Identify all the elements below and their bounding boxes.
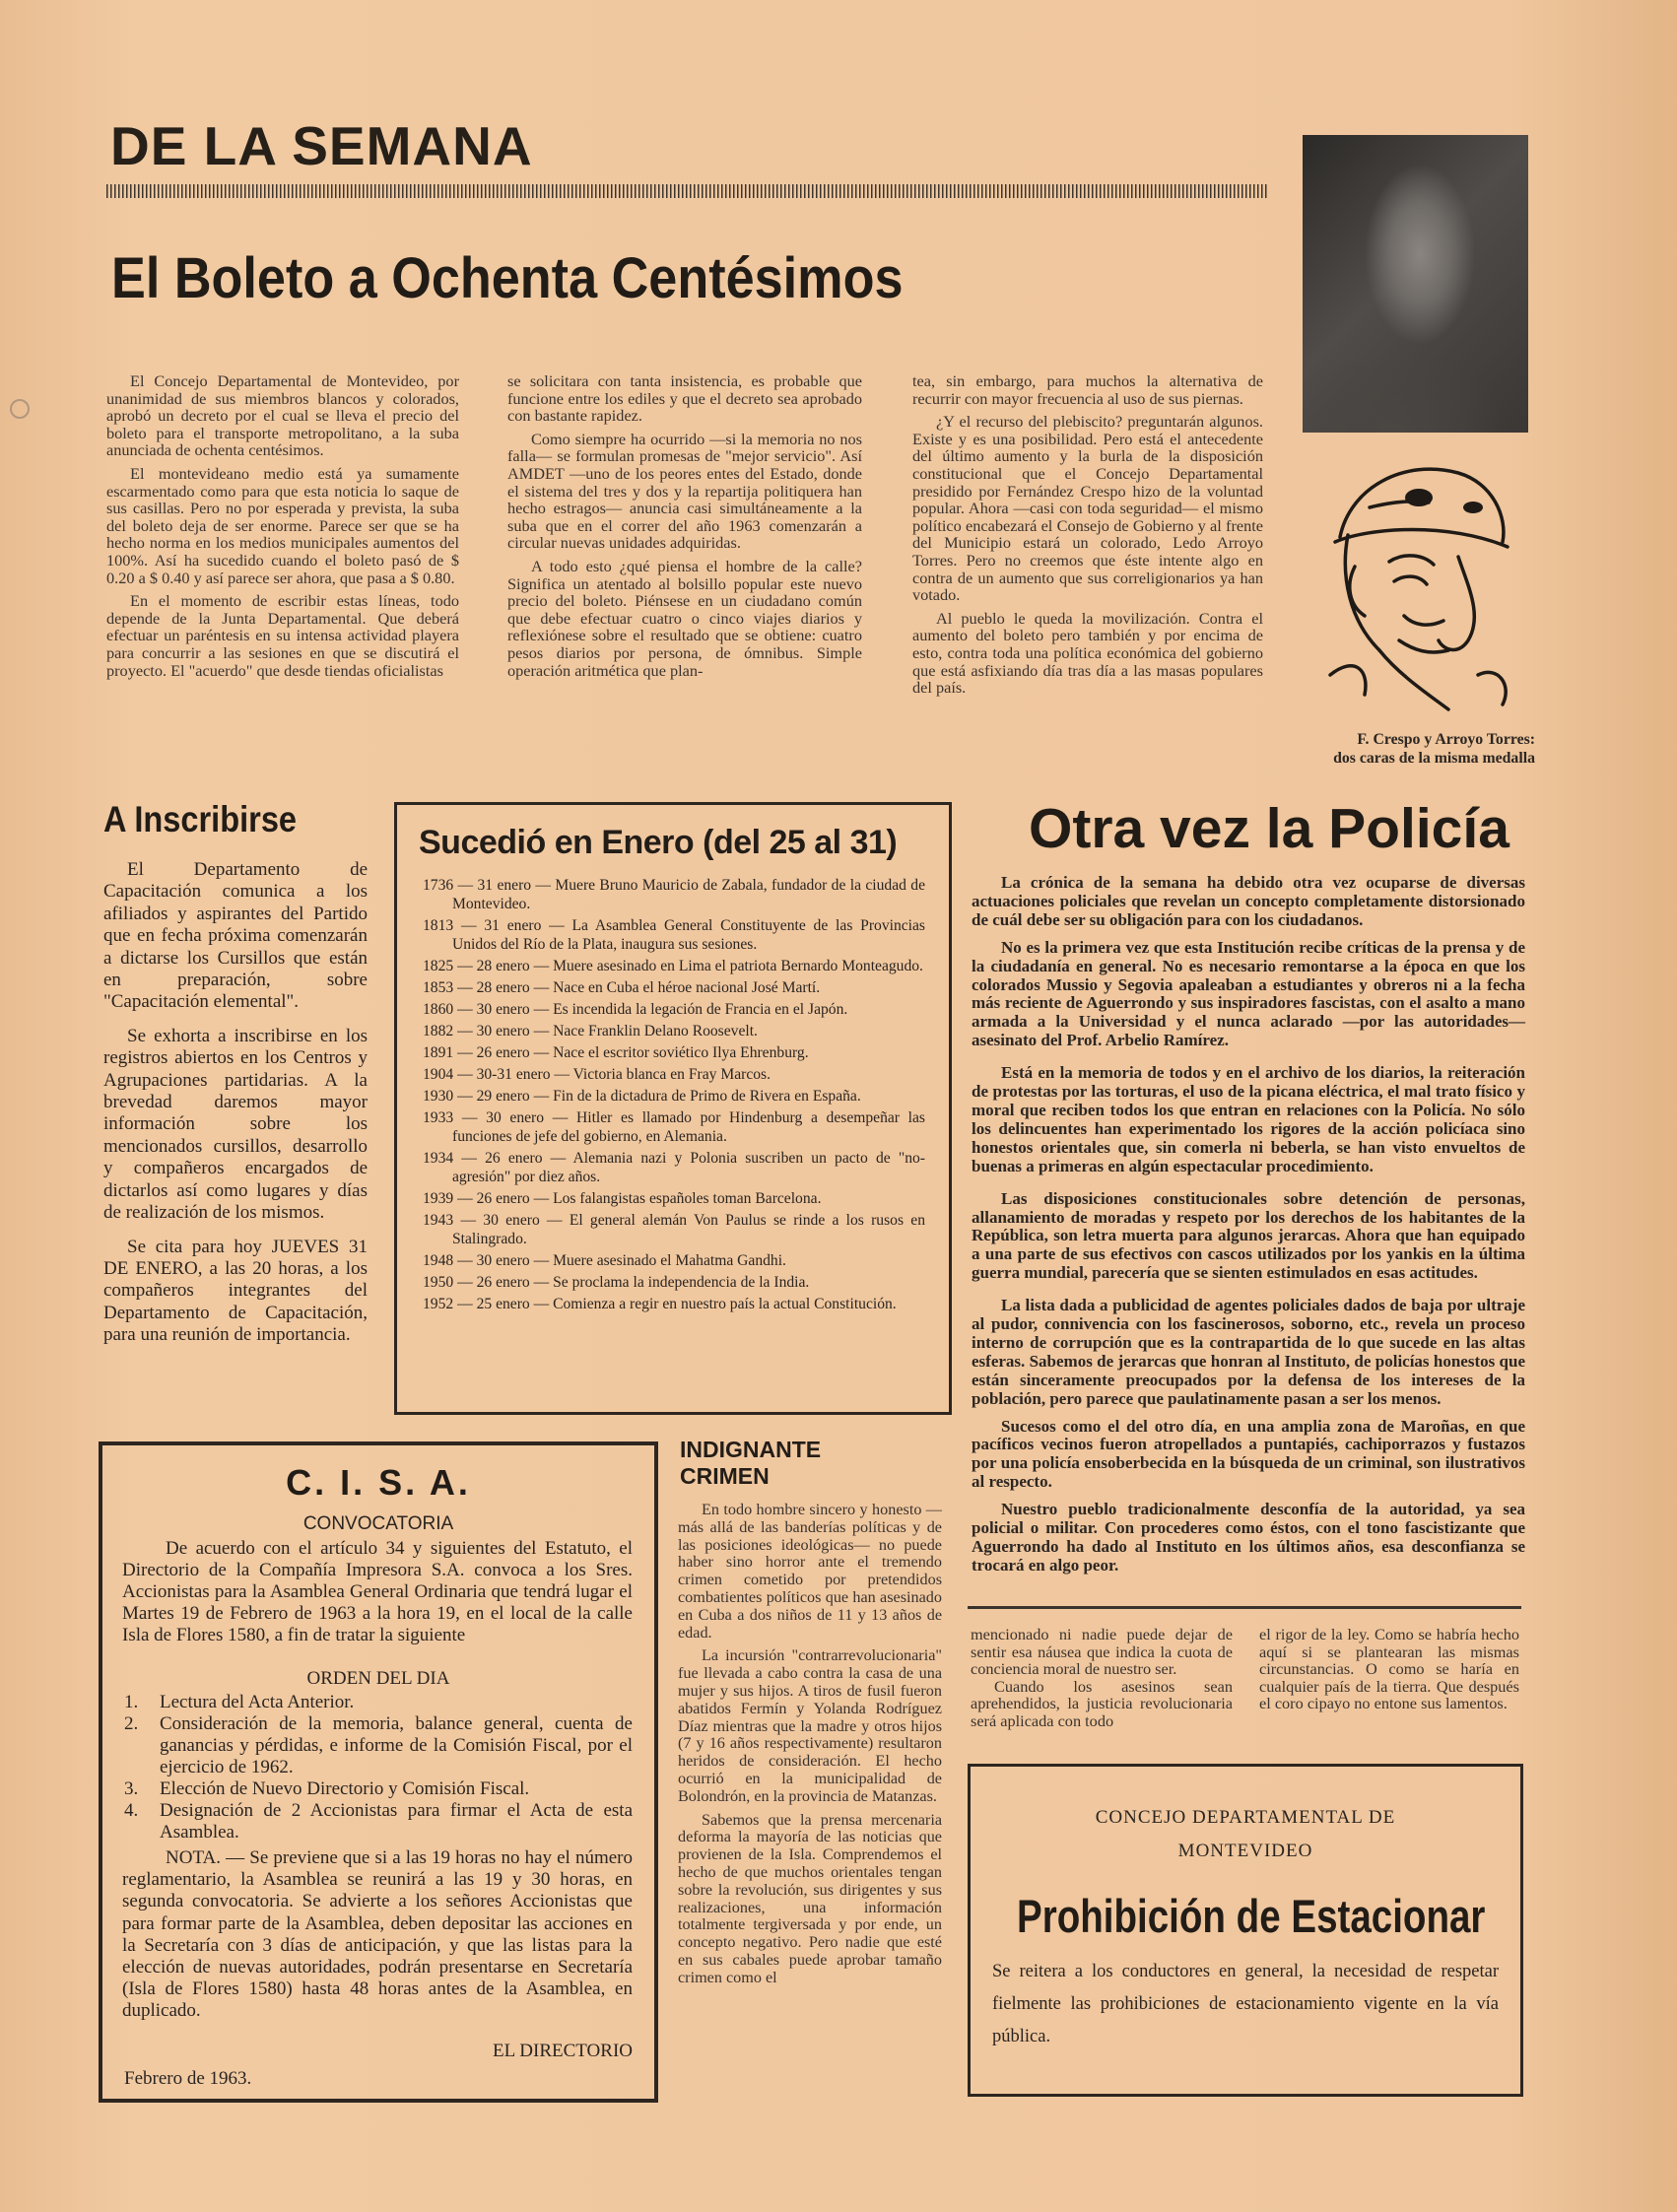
- chronology-item: [423, 978, 925, 997]
- chronology-item-text: [423, 1189, 821, 1208]
- cisa-box: [99, 1441, 658, 2103]
- chronology-event: — 28 enero — Muere asesinado en Lima el patriota Bernardo Monteagudo.: [457, 958, 923, 974]
- concejo-org: [971, 1801, 1520, 1868]
- paragraph: El Concejo Departamental de Montevideo, por unanimidad de sus miembros blancos y colorados, aprobó un decreto por el cual se lleva el precio del boleto para el transporte metropolitano, a la suba anunciada de ochenta centésimos.: [106, 371, 459, 460]
- policia-body: [972, 874, 1525, 1584]
- chronology-item: [423, 1189, 925, 1208]
- concejo-headline: Prohibición de Estacionar: [1017, 1890, 1486, 1942]
- chronology-list: [423, 876, 925, 1316]
- caption-line: dos caras de la misma medalla: [1333, 750, 1535, 767]
- chronology-year: 1860: [423, 1001, 454, 1018]
- agenda-item-number: 1.: [124, 1692, 139, 1712]
- chronology-item: [423, 1108, 925, 1146]
- section-title: DE LA SEMANA: [110, 115, 533, 176]
- chronology-event: — 28 enero — Nace en Cuba el héroe nacional José Martí.: [457, 979, 821, 996]
- paragraph: el rigor de la ley. Como se habría hecho aquí si se plantearan las mismas circunstancias. O como se haría en cualquier país de la tierra. Que después el coro cipayo no entone sus lamentos.: [1259, 1625, 1519, 1713]
- main-article-col1: [106, 372, 459, 685]
- paragraph: La crónica de la semana ha debido otra vez ocuparse de diversas actuaciones policiales que revelan un concepto completamente distorsionado de cuál debe ser su obligación para con los ciudadanos.: [972, 873, 1525, 929]
- agenda-item-text: Designación de 2 Accionistas para firmar el Acta de esta Asamblea.: [160, 1800, 633, 1843]
- chronology-item-text: [423, 1043, 809, 1062]
- chronology-year: 1825: [423, 958, 454, 974]
- paragraph: Las disposiciones constitucionales sobre detención de personas, allanamiento de moradas y respeto por los derechos de los habitantes de la República, son letra muerta para algunos jerarcas. Ahora que han equipado a una parte de sus efectivos con cascos utilizados por los yankis en la última guerra mundial, parecería que se sienten estimulados en esas actitudes.: [972, 1188, 1525, 1283]
- agenda-item-number: 4.: [124, 1800, 139, 1821]
- chronology-year: 1948: [423, 1252, 454, 1269]
- agenda-item: [124, 1800, 633, 1843]
- agenda-item-number: 3.: [124, 1778, 139, 1799]
- chronology-item: [423, 1273, 925, 1292]
- concejo-body: Se reitera a los conductores en general, la necesidad de respetar fielmente las prohibiciones de estacionamiento vigente en la vía pública.: [992, 1962, 1499, 2046]
- chronology-item: [423, 876, 925, 913]
- chronology-item-text: [423, 876, 925, 913]
- crimen-continuation-2: [1259, 1626, 1519, 1718]
- chronology-event: — 30 enero — El general alemán Von Paulus se rinde a los rusos en Stalingrado.: [452, 1212, 925, 1247]
- agenda-item: [124, 1778, 633, 1800]
- agenda-item-number: 2.: [124, 1713, 139, 1734]
- main-article-col3: [912, 372, 1263, 703]
- chronology-event: — 26 enero — Se proclama la independencia de la India.: [457, 1274, 810, 1291]
- chronology-item-text: [423, 957, 923, 975]
- cisa-date: Febrero de 1963.: [124, 2068, 252, 2089]
- crimen-headline: [680, 1437, 821, 1490]
- chronology-item: [423, 916, 925, 954]
- chronology-item: [423, 1000, 925, 1019]
- crimen-body: [678, 1502, 942, 1993]
- chronology-item: [423, 1065, 925, 1084]
- chronology-event: — 25 enero — Comienza a regir en nuestro país la actual Constitución.: [457, 1296, 897, 1312]
- crimen-headline-line: CRIMEN: [680, 1463, 770, 1489]
- photo-caption: [1289, 730, 1535, 768]
- chronology-event: — 31 enero — Muere Bruno Mauricio de Zabala, fundador de la ciudad de Montevideo.: [452, 877, 925, 912]
- concejo-notice-box: [968, 1764, 1523, 2097]
- paragraph: Sucesos como el del otro día, en una amplia zona de Maroñas, en que pacíficos vecinos fueron atropellados a puntapiés, cachiporrazos y fustazos por una policía ensoberbecida en la búsqueda de un criminal, son ilustrativos al respecto.: [972, 1416, 1525, 1492]
- chronology-item: [423, 1251, 925, 1270]
- main-article-col2: [507, 372, 862, 685]
- paragraph: ¿Y el recurso del plebiscito? preguntarán algunos. Existe y es una posibilidad. Pero está el antecedente del último aumento y la burla de la disposición constitucional que el Concejo Departamental presidido por Fernández Crespo hizo de la voluntad popular. Ahora —casi con toda seguridad— el mismo político encabezará el Consejo de Gobierno y al frente del Municipio estará un colorado, Ledo Arroyo Torres. Pero no creemos que éste intente algo en contra de un aumento que sus correligionarios ya han votado.: [912, 412, 1263, 605]
- concejo-org-line: MONTEVIDEO: [1177, 1841, 1313, 1861]
- chronology-item: [423, 1043, 925, 1062]
- chronology-item-text: [423, 1000, 847, 1019]
- paragraph: se solicitara con tanta insistencia, es probable que funcione entre los ediles y que el decreto sea aprobado con bastante rapidez.: [507, 371, 862, 426]
- chronology-year: 1939: [423, 1190, 454, 1207]
- sucedio-box: [394, 802, 952, 1415]
- cisa-orden: ORDEN DEL DIA: [306, 1668, 450, 1689]
- inscribirse-headline: A Inscribirse: [103, 799, 298, 839]
- paragraph: La incursión "contrarrevolucionaria" fue llevada a cabo contra la casa de una mujer y sus hijos. A tiros de fusil fueron abatidos Fermín y Yolanda Rodríguez Díaz mientras que la madre y otros hijos (7 y 16 años respectivamente) resultaron heridos de consideración. El hecho ocurrió en la municipalidad de Bolondrón, en la provincia de Matanzas.: [678, 1646, 942, 1805]
- agenda-item-text: Consideración de la memoria, balance general, cuenta de ganancias y pérdidas, e informe de la Comisión Fiscal, por el ejercicio de 1962.: [160, 1713, 633, 1777]
- paragraph: Al pueblo le queda la movilización. Contra el aumento del boleto pero también y por encima de esto, contra toda una política económica del gobierno que está asfixiando día tras día a las masas populares del país.: [912, 608, 1263, 698]
- chronology-item: [423, 1022, 925, 1040]
- chronology-year: 1933: [423, 1109, 454, 1126]
- chronology-event: — 29 enero — Fin de la dictadura de Primo de Rivera en España.: [457, 1088, 861, 1105]
- paragraph: mencionado ni nadie puede dejar de sentir esa náusea que indica la cuota de conciencia moral de nuestro ser.: [971, 1625, 1233, 1679]
- chronology-year: 1891: [423, 1044, 454, 1061]
- agenda-item: [124, 1692, 633, 1713]
- agenda-item-text: Elección de Nuevo Directorio y Comisión Fiscal.: [160, 1778, 530, 1799]
- chronology-event: — 30 enero — Hitler es llamado por Hindenburg a desempeñar las funciones de jefe del gobierno, en Alemania.: [452, 1109, 926, 1145]
- paragraph: En todo hombre sincero y honesto —más allá de las banderías políticas y de las posiciones ideológicas— no puede haber sino horror ante el tremendo crimen cometido por pretendidos combatientes políticos que han asesinado en Cuba a dos niños de 11 y 13 años de edad.: [678, 1501, 942, 1642]
- inscribirse-body: [103, 859, 368, 1359]
- cisa-signature: EL DIRECTORIO: [493, 2041, 633, 2061]
- chronology-year: 1882: [423, 1023, 454, 1039]
- chronology-item: [423, 957, 925, 975]
- chronology-year: 1934: [423, 1150, 454, 1167]
- paragraph: Se cita para hoy JUEVES 31 DE ENERO, a las 20 horas, a los compañeros integrantes del Departamento de Capacitación, para una reunión de importancia.: [103, 1236, 368, 1346]
- portrait-photo: [1303, 135, 1528, 433]
- chronology-item: [423, 1149, 925, 1186]
- crimen-headline-line: INDIGNANTE: [680, 1437, 822, 1462]
- paragraph: Sabemos que la prensa mercenaria deforma la mayoría de las noticias que provienen de la Isla. Comprendemos el hecho de que muchos orientales tengan sobre la revolución, sus dirigentes y sus realizaciones, una información totalmente tergiversada y por ende, un concepto negativo. Pero nadie que esté en sus cabales puede aprobar tamaño crimen como el: [678, 1810, 942, 1986]
- section-rule: [106, 184, 1269, 198]
- margin-mark: [10, 399, 30, 419]
- paragraph: tea, sin embargo, para muchos la alternativa de recurrir con mayor frecuencia al uso de sus piernas.: [912, 371, 1263, 408]
- cisa-agenda-list: [124, 1692, 633, 1843]
- chronology-item-text: [423, 1273, 809, 1292]
- agenda-item: [124, 1713, 633, 1778]
- chronology-event: — 26 enero — Alemania nazi y Polonia suscriben un pacto de "no-agresión" por diez años.: [452, 1150, 925, 1185]
- chronology-item-text: [423, 1022, 758, 1040]
- chronology-event: — 26 enero — Los falangistas españoles toman Barcelona.: [457, 1190, 822, 1207]
- policia-divider: [968, 1606, 1521, 1609]
- paragraph: Como siempre ha ocurrido —si la memoria no nos falla— se formulan promesas de "mejor servicio". Así AMDET —uno de los peores entes del Estado, donde el sistema del tres y dos y la repartija politiquera han hecho estragos— anuncia casi simultáneamente a la suba que en el correr del año 1963 comenzarán a circular nuevas unidades adquiridas.: [507, 429, 862, 553]
- paragraph: El Departamento de Capacitación comunica a los afiliados y aspirantes del Partido que en fecha próxima comenzarán a dictarse los Cursillos que están en preparación, sobre "Capacitación elemental".: [103, 859, 368, 1013]
- chronology-year: 1952: [423, 1296, 454, 1312]
- cisa-nota: NOTA. — Se previene que si a las 19 horas no hay el número reglamentario, la Asamblea se reunirá a las 19 y 30 horas, en segunda convocatoria. Se advierte a los señores Accionistas que para formar parte de la Asamblea, deben depositar las acciones en la Secretaría con 3 días de anticipación, y que las listas para la elección de nuevas autoridades, podrán presentarse en Secretaría (Isla de Flores 1580) hasta 48 horas antes de la Asamblea, en duplicado.: [122, 1847, 633, 2022]
- paragraph: Nuestro pueblo tradicionalmente desconfía de la autoridad, ya sea policial o militar. Con procederes como éstos, con el tono fascistizante que Aguerrondo ha dado al Instituto en los últimos años, esa desconfianza se trocará en algo peor.: [972, 1500, 1525, 1575]
- chronology-item-text: [423, 916, 925, 954]
- paragraph: Se exhorta a inscribirse en los registros abiertos en los Centros y Agrupaciones partidarias. A la brevedad daremos mayor información sobre los mencionados cursillos, desarrollo y compañeros encargados de dictarlos así como lugares y días de realización de los mismos.: [103, 1025, 368, 1224]
- cisa-headline: C. I. S. A.: [286, 1462, 471, 1503]
- chronology-item-text: [423, 1065, 771, 1084]
- chronology-year: 1904: [423, 1066, 454, 1083]
- chronology-year: 1813: [423, 917, 454, 934]
- paragraph: No es la primera vez que esta Institución recibe críticas de la prensa y de la ciudadanía en general. No es necesario remontarse a la época en que los colorados Mussio y Segovia apaleaban a estudiantes y obreros ni a la fecha más reciente de Aguerrondo y sus inspiradores fascistas, con el asalto a mano armada a la Universidad y el nunca aclarado —por las autoridades— asesinato del Prof. Arbelio Ramírez.: [972, 937, 1525, 1050]
- chronology-event: — 31 enero — La Asamblea General Constituyente de las Provincias Unidos del Río de la Plata, inaugura sus sesiones.: [452, 917, 925, 953]
- chronology-event: — 30 enero — Es incendida la legación de Francia en el Japón.: [457, 1001, 848, 1018]
- chronology-year: 1853: [423, 979, 454, 996]
- chronology-event: — 30-31 enero — Victoria blanca en Fray Marcos.: [457, 1066, 771, 1083]
- agenda-item-text: Lectura del Acta Anterior.: [160, 1692, 355, 1712]
- concejo-org-line: CONCEJO DEPARTAMENTAL DE: [1095, 1807, 1396, 1828]
- chronology-event: — 30 enero — Muere asesinado el Mahatma Gandhi.: [457, 1252, 786, 1269]
- cisa-intro: De acuerdo con el artículo 34 y siguientes del Estatuto, el Directorio de la Compañía Impresora S.A. convoca a los Sres. Accionistas para la Asamblea General Ordinaria que tendrá lugar el Martes 19 de Febrero de 1963 a la hora 19, en el local de la calle Isla de Flores 1580, a fin de tratar la siguiente: [122, 1538, 633, 1645]
- chronology-item-text: [423, 1087, 861, 1106]
- caption-line: F. Crespo y Arroyo Torres:: [1357, 731, 1535, 748]
- chronology-year: 1943: [423, 1212, 454, 1229]
- chronology-item-text: [423, 1108, 925, 1146]
- chronology-item-text: [423, 1211, 925, 1248]
- paragraph: El montevideano medio está ya sumamente escarmentado como para que esta noticia lo saque de sus casillas. Pero no por esperada y prevista, la suba del boleto deja de ser enorme. Parece ser que se ha hecho norma en los medios municipales aumentos del 100%. Así ha sucedido cuando el boleto pasó de $ 0.20 a $ 0.40 y así parece ser ahora, que pasa a $ 0.80.: [106, 463, 459, 587]
- chronology-item-text: [423, 1295, 897, 1313]
- chronology-event: — 30 enero — Nace Franklin Delano Roosevelt.: [457, 1023, 758, 1039]
- sucedio-headline: Sucedió en Enero (del 25 al 31): [419, 824, 898, 861]
- paragraph: A todo esto ¿qué piensa el hombre de la calle? Significa un atentado al bolsillo popular este nuevo precio del boleto. Piénsese en un ciudadano común que debe efectuar cuatro o cinco viajes diarios y reflexiónese sobre el resultado que se obtiene: cuatro pesos diarios por persona, de ómnibus. Simple operación aritmética que plan-: [507, 556, 862, 680]
- chronology-item-text: [423, 1251, 786, 1270]
- main-headline: El Boleto a Ochenta Centésimos: [111, 246, 904, 310]
- chronology-item: [423, 1087, 925, 1106]
- paragraph: En el momento de escribir estas líneas, todo depende de la Junta Departamental. Que deberá efectuar un paréntesis en su intensa actividad playera para concurrir a las sesiones en que se discutirá el proyecto. El "acuerdo" que desde tiendas oficialistas: [106, 591, 459, 680]
- paragraph: La lista dada a publicidad de agentes policiales dados de baja por ultraje al pudor, connivencia con los fascinerosos, soborno, etc., revela un proceso interno de corrupción que es la contrapartida de lo que sucede en las altas esferas. Sabemos de jerarcas que honran al Instituto, de policías honestos que están sinceramente preocupados por la defensa de los intereses de la población, pero parece que paulatinamente pasan a ser los menos.: [972, 1296, 1525, 1408]
- paragraph: Está en la memoria de todos y en el archivo de los diarios, la reiteración de protestas por las torturas, el uso de la picana eléctrica, el mal trato físico y moral que reciben todos los que entran en relaciones con la Policía. No sólo los delincuentes han experimentado los rigores de la acción policíaca sino honestos orientales que, sin comerla ni beberla, se han visto envueltos de buenas a primeras en algún espectacular procedimiento.: [972, 1063, 1525, 1175]
- chronology-year: 1950: [423, 1274, 454, 1291]
- chronology-item-text: [423, 978, 820, 997]
- chronology-item: [423, 1211, 925, 1248]
- chronology-event: — 26 enero — Nace el escritor soviético Ilya Ehrenburg.: [457, 1044, 809, 1061]
- paragraph: Cuando los asesinos sean aprehendidos, la justicia revolucionaria será aplicada con todo: [971, 1676, 1233, 1730]
- cisa-subhead: CONVOCATORIA: [302, 1513, 454, 1534]
- chronology-item: [423, 1295, 925, 1313]
- crimen-continuation-1: [971, 1626, 1233, 1736]
- chronology-year: 1930: [423, 1088, 454, 1105]
- caricature-drawing: [1310, 448, 1527, 729]
- chronology-year: 1736: [423, 877, 454, 894]
- policia-headline: Otra vez la Policía: [1029, 797, 1509, 860]
- chronology-item-text: [423, 1149, 925, 1186]
